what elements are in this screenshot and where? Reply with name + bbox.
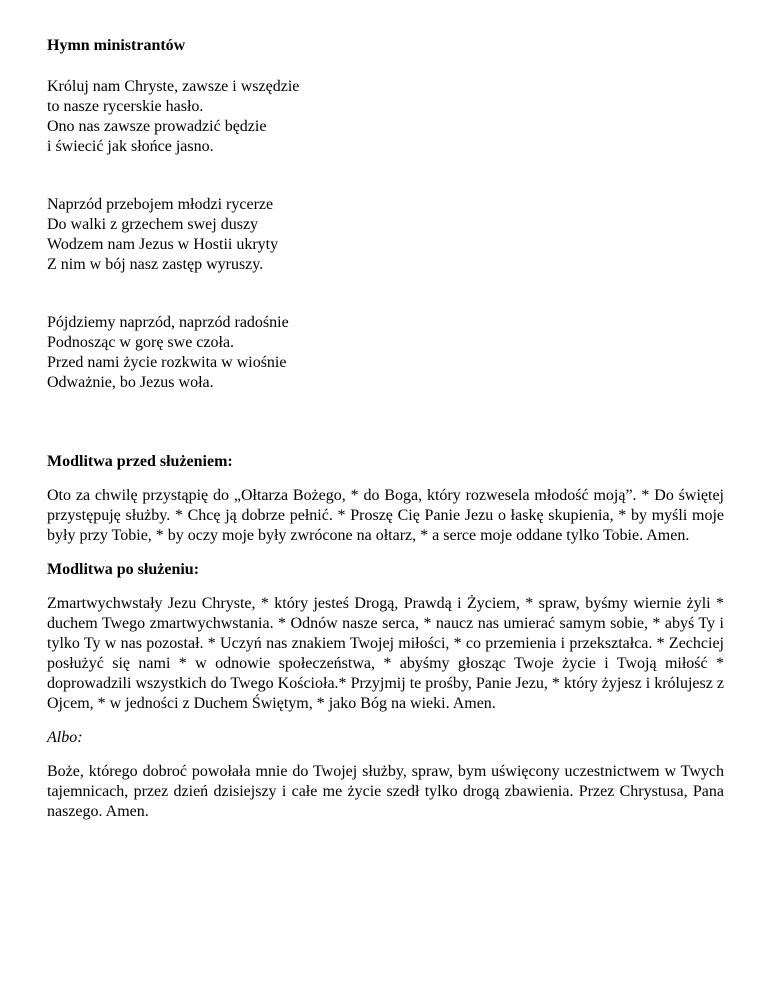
stanza-line: Podnosząc w gorę swe czoła. [47,334,235,351]
stanza-line: Do walki z grzechem swej duszy [47,216,259,233]
stanza-line: Z nim w bój nasz zastęp wyruszy. [47,256,264,273]
alternative-label: Albo: [47,729,83,746]
hymn-stanza-3 [47,313,724,393]
stanza-line: Króluj nam Chryste, zawsze i wszędzie [47,78,300,95]
hymn-stanza-1 [47,77,724,157]
prayer-after-text: Zmartwychwstały Jezu Chryste, * który jesteś Drogą, Prawdą i Życiem, * spraw, byśmy wiernie żyli * duchem Twego zmartwychwstania. * Odnów nasze serca, * naucz nas umierać samym sobie, * abyś Ty i tylko Ty w nas pozostał. * Uczyń nas znakiem Twojej miłości, * co przemienia i przekształca. * Zechciej posłużyć się nami * w odnowie społeczeństwa, * abyśmy głosząc Twoje życie i Twoją miłość * doprowadzili wszystkich do Twego Kościoła.* Przyjmij te prośby, Panie Jezu, * który żyjesz i królujesz z Ojcem, * w jedności z Duchem Świętym, * jako Bóg na wieki. Amen. [47,595,724,712]
stanza-line: Pójdziemy naprzód, naprzód radośnie [47,314,289,331]
document-page [47,36,724,822]
hymn-title: Hymn ministrantów [47,37,186,54]
stanza-line: Wodzem nam Jezus w Hostii ukryty [47,236,279,253]
prayer-before-title: Modlitwa przed służeniem: [47,453,233,470]
stanza-line: Odważnie, bo Jezus woła. [47,374,214,391]
stanza-line: i świecić jak słońce jasno. [47,138,214,155]
stanza-line: to nasze rycerskie hasło. [47,98,204,115]
alternative-prayer-text: Boże, którego dobroć powołała mnie do Twojej służby, spraw, bym uświęcony uczestnictwem w Twych tajemnicach, przez dzień dzisiejszy i całe me życie szedł tylko drogą zbawienia. Przez Chrystusa, Pana naszego. Amen. [47,763,724,820]
stanza-line: Naprzód przebojem młodzi rycerze [47,196,274,213]
prayer-before-text: Oto za chwilę przystąpię do „Ołtarza Bożego, * do Boga, który rozwesela młodość moją”. * Do świętej przystępuję służby. * Chcę ją dobrze pełnić. * Proszę Cię Panie Jezu o łaskę skupienia, * by myśli moje były przy Tobie, * by oczy moje były zwrócone na ołtarz, * a serce moje oddane tylko Tobie. Amen. [47,487,724,544]
hymn-stanza-2 [47,195,724,275]
stanza-line: Przed nami życie rozkwita w wiośnie [47,354,287,371]
prayer-after-title: Modlitwa po służeniu: [47,561,200,578]
stanza-line: Ono nas zawsze prowadzić będzie [47,118,267,135]
